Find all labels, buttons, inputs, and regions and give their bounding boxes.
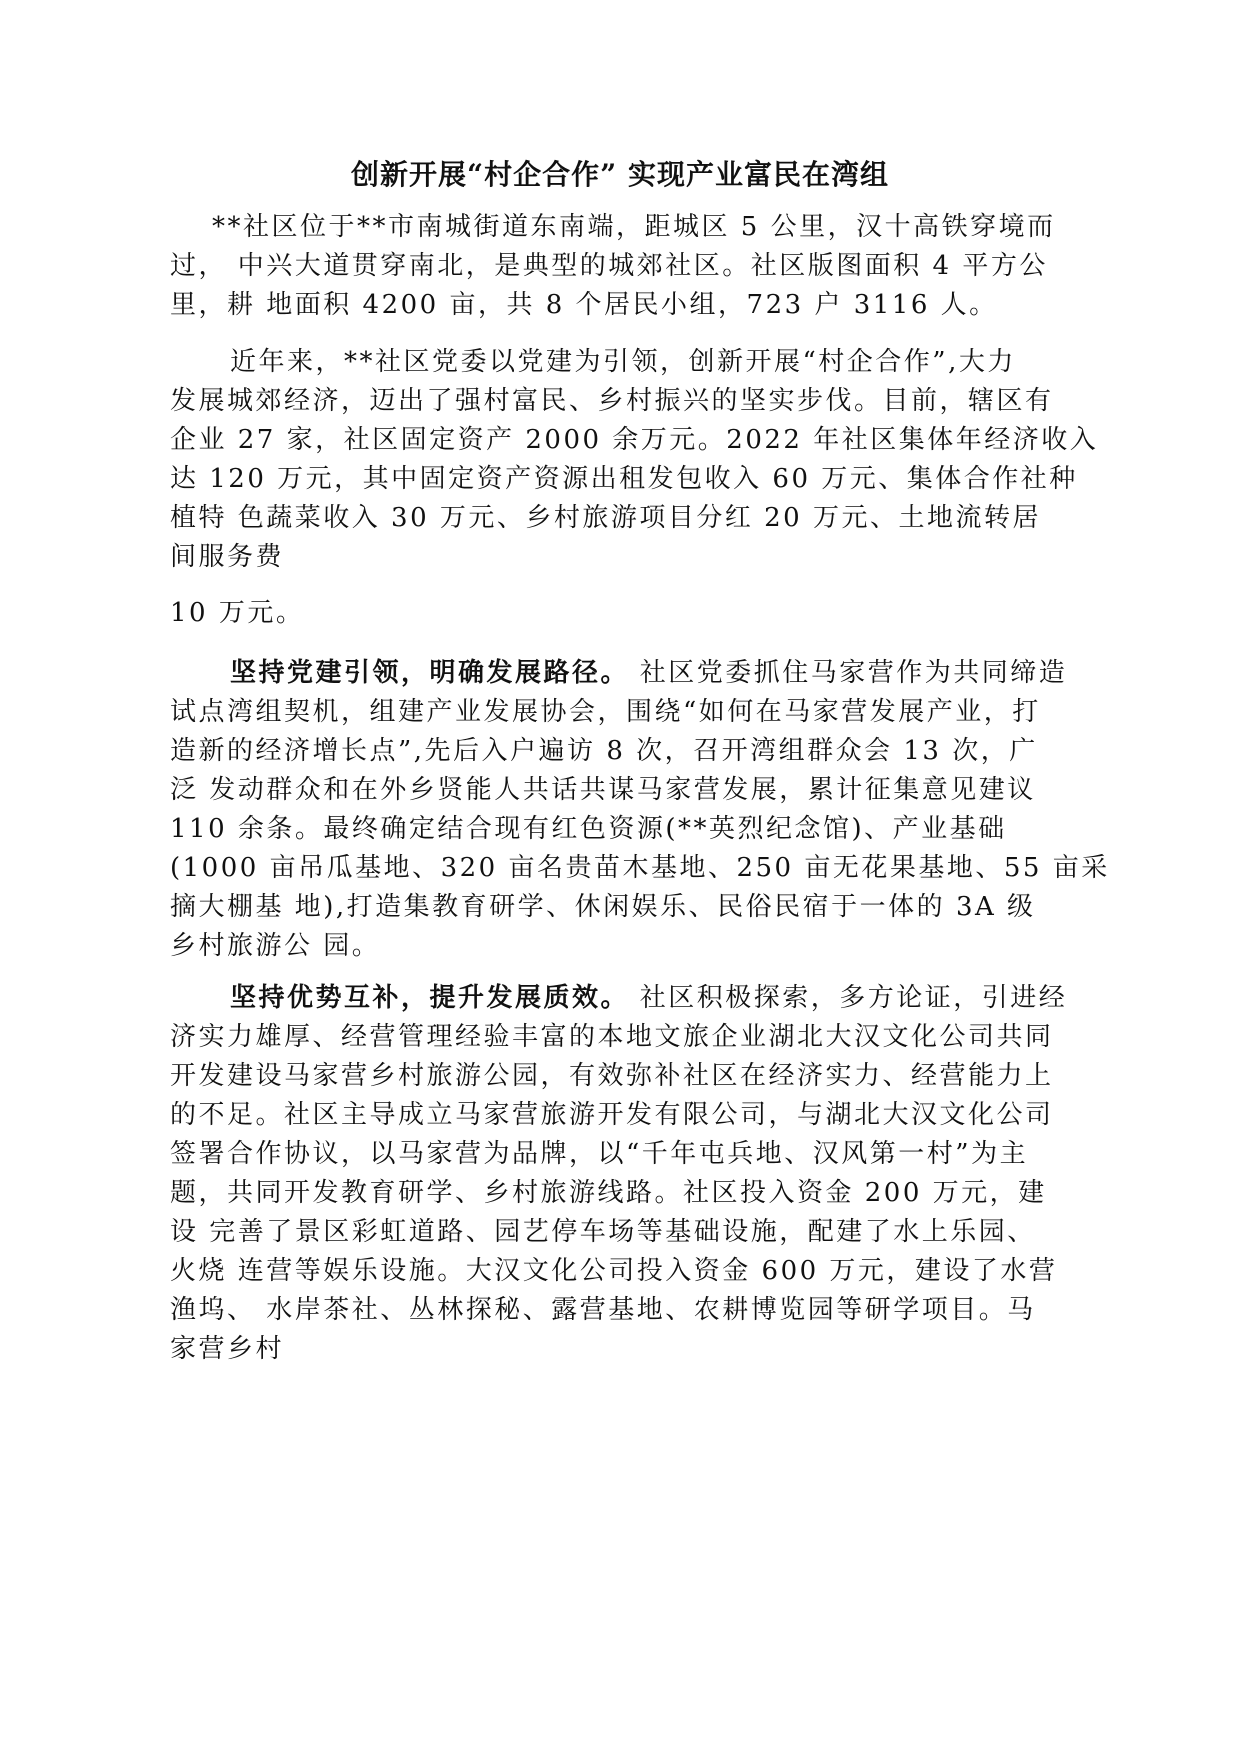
paragraph-line: 间服务费 [170, 542, 285, 572]
paragraph-continuation [170, 594, 1090, 633]
paragraph-line [170, 979, 1090, 1018]
paragraph-line: **社区位于**市南城街道东南端，距城区 5 公里，汉十高铁穿境而 [212, 212, 1056, 242]
paragraph-lead-heading: 坚持党建引领，明确发展路径。 [230, 658, 630, 688]
paragraph-line-rest: 社区党委抓住马家营作为共同缔造 [629, 658, 1068, 688]
paragraph-line: 摘大棚基 地),打造集教育研学、休闲娱乐、民俗民宿于一体的 3A 级 [170, 892, 1036, 922]
paragraph-line: 乡村旅游公 园。 [170, 931, 381, 961]
paragraph-line: 植特 色蔬菜收入 30 万元、乡村旅游项目分红 20 万元、土地流转居 [170, 503, 1041, 533]
paragraph-line: 试点湾组契机，组建产业发展协会，围绕“如何在马家营发展产业，打 [170, 697, 1041, 727]
paragraph-line [170, 654, 1090, 693]
paragraph-party-building [170, 654, 1110, 966]
paragraph-line: 的不足。社区主导成立马家营旅游开发有限公司，与湖北大汉文化公司 [170, 1100, 1054, 1130]
paragraph-line: 过， 中兴大道贯穿南北，是典型的城郊社区。社区版图面积 4 平方公 [170, 251, 1048, 281]
paragraph-lead-heading: 坚持优势互补，提升发展质效。 [230, 983, 630, 1013]
paragraph-line: 10 万元。 [170, 598, 305, 628]
paragraph-line: 题，共同开发教育研学、乡村旅游线路。社区投入资金 200 万元，建 [170, 1178, 1047, 1208]
paragraph-line: 济实力雄厚、经营管理经验丰富的本地文旅企业湖北大汉文化公司共同 [170, 1022, 1054, 1052]
paragraph-line: 开发建设马家营乡村旅游公园，有效弥补社区在经济实力、经营能力上 [170, 1061, 1054, 1091]
paragraph-line: 企业 27 家，社区固定资产 2000 余万元。2022 年社区集体年经济收入 [170, 425, 1099, 455]
paragraph-line: 造新的经济增长点”,先后入户遍访 8 次，召开湾组群众会 13 次，广 [170, 736, 1038, 766]
paragraph-complementary [170, 979, 1090, 1369]
paragraph-line: 渔坞、 水岸茶社、丛林探秘、露营基地、农耕博览园等研学项目。马 [170, 1295, 1036, 1325]
document-title: 创新开展“村企合作” 实现产业富民在湾组 [351, 158, 889, 191]
paragraph-line: 达 120 万元，其中固定资产资源出租发包收入 60 万元、集体合作社种 [170, 464, 1078, 494]
paragraph-line: 设 完善了景区彩虹道路、园艺停车场等基础设施，配建了水上乐园、 [170, 1217, 1036, 1247]
paragraph-line: 近年来，**社区党委以党建为引领，创新开展“村企合作”,大力 [230, 347, 1016, 377]
paragraph-line: 110 余条。最终确定结合现有红色资源(**英烈纪念馆)、产业基础 [170, 814, 1007, 844]
paragraph-line: 火烧 连营等娱乐设施。大汉文化公司投入资金 600 万元，建设了水营 [170, 1256, 1058, 1286]
paragraph-line: 家营乡村 [170, 1334, 285, 1364]
paragraph-line: 里，耕 地面积 4200 亩，共 8 个居民小组，723 户 3116 人。 [170, 290, 998, 320]
paragraph-overview [170, 343, 1099, 577]
paragraph-line-rest: 社区积极探索，多方论证，引进经 [629, 983, 1068, 1013]
paragraph-intro [170, 208, 1090, 325]
paragraph-line: 签署合作协议，以马家营为品牌，以“千年屯兵地、汉风第一村”为主 [170, 1139, 1029, 1169]
paragraph-line: 发展城郊经济，迈出了强村富民、乡村振兴的坚实步伐。目前，辖区有 [170, 386, 1054, 416]
paragraph-line: 泛 发动群众和在外乡贤能人共话共谋马家营发展，累计征集意见建议 [170, 775, 1036, 805]
paragraph-line: (1000 亩吊瓜基地、320 亩名贵苗木基地、250 亩无花果基地、55 亩采 [170, 853, 1110, 883]
